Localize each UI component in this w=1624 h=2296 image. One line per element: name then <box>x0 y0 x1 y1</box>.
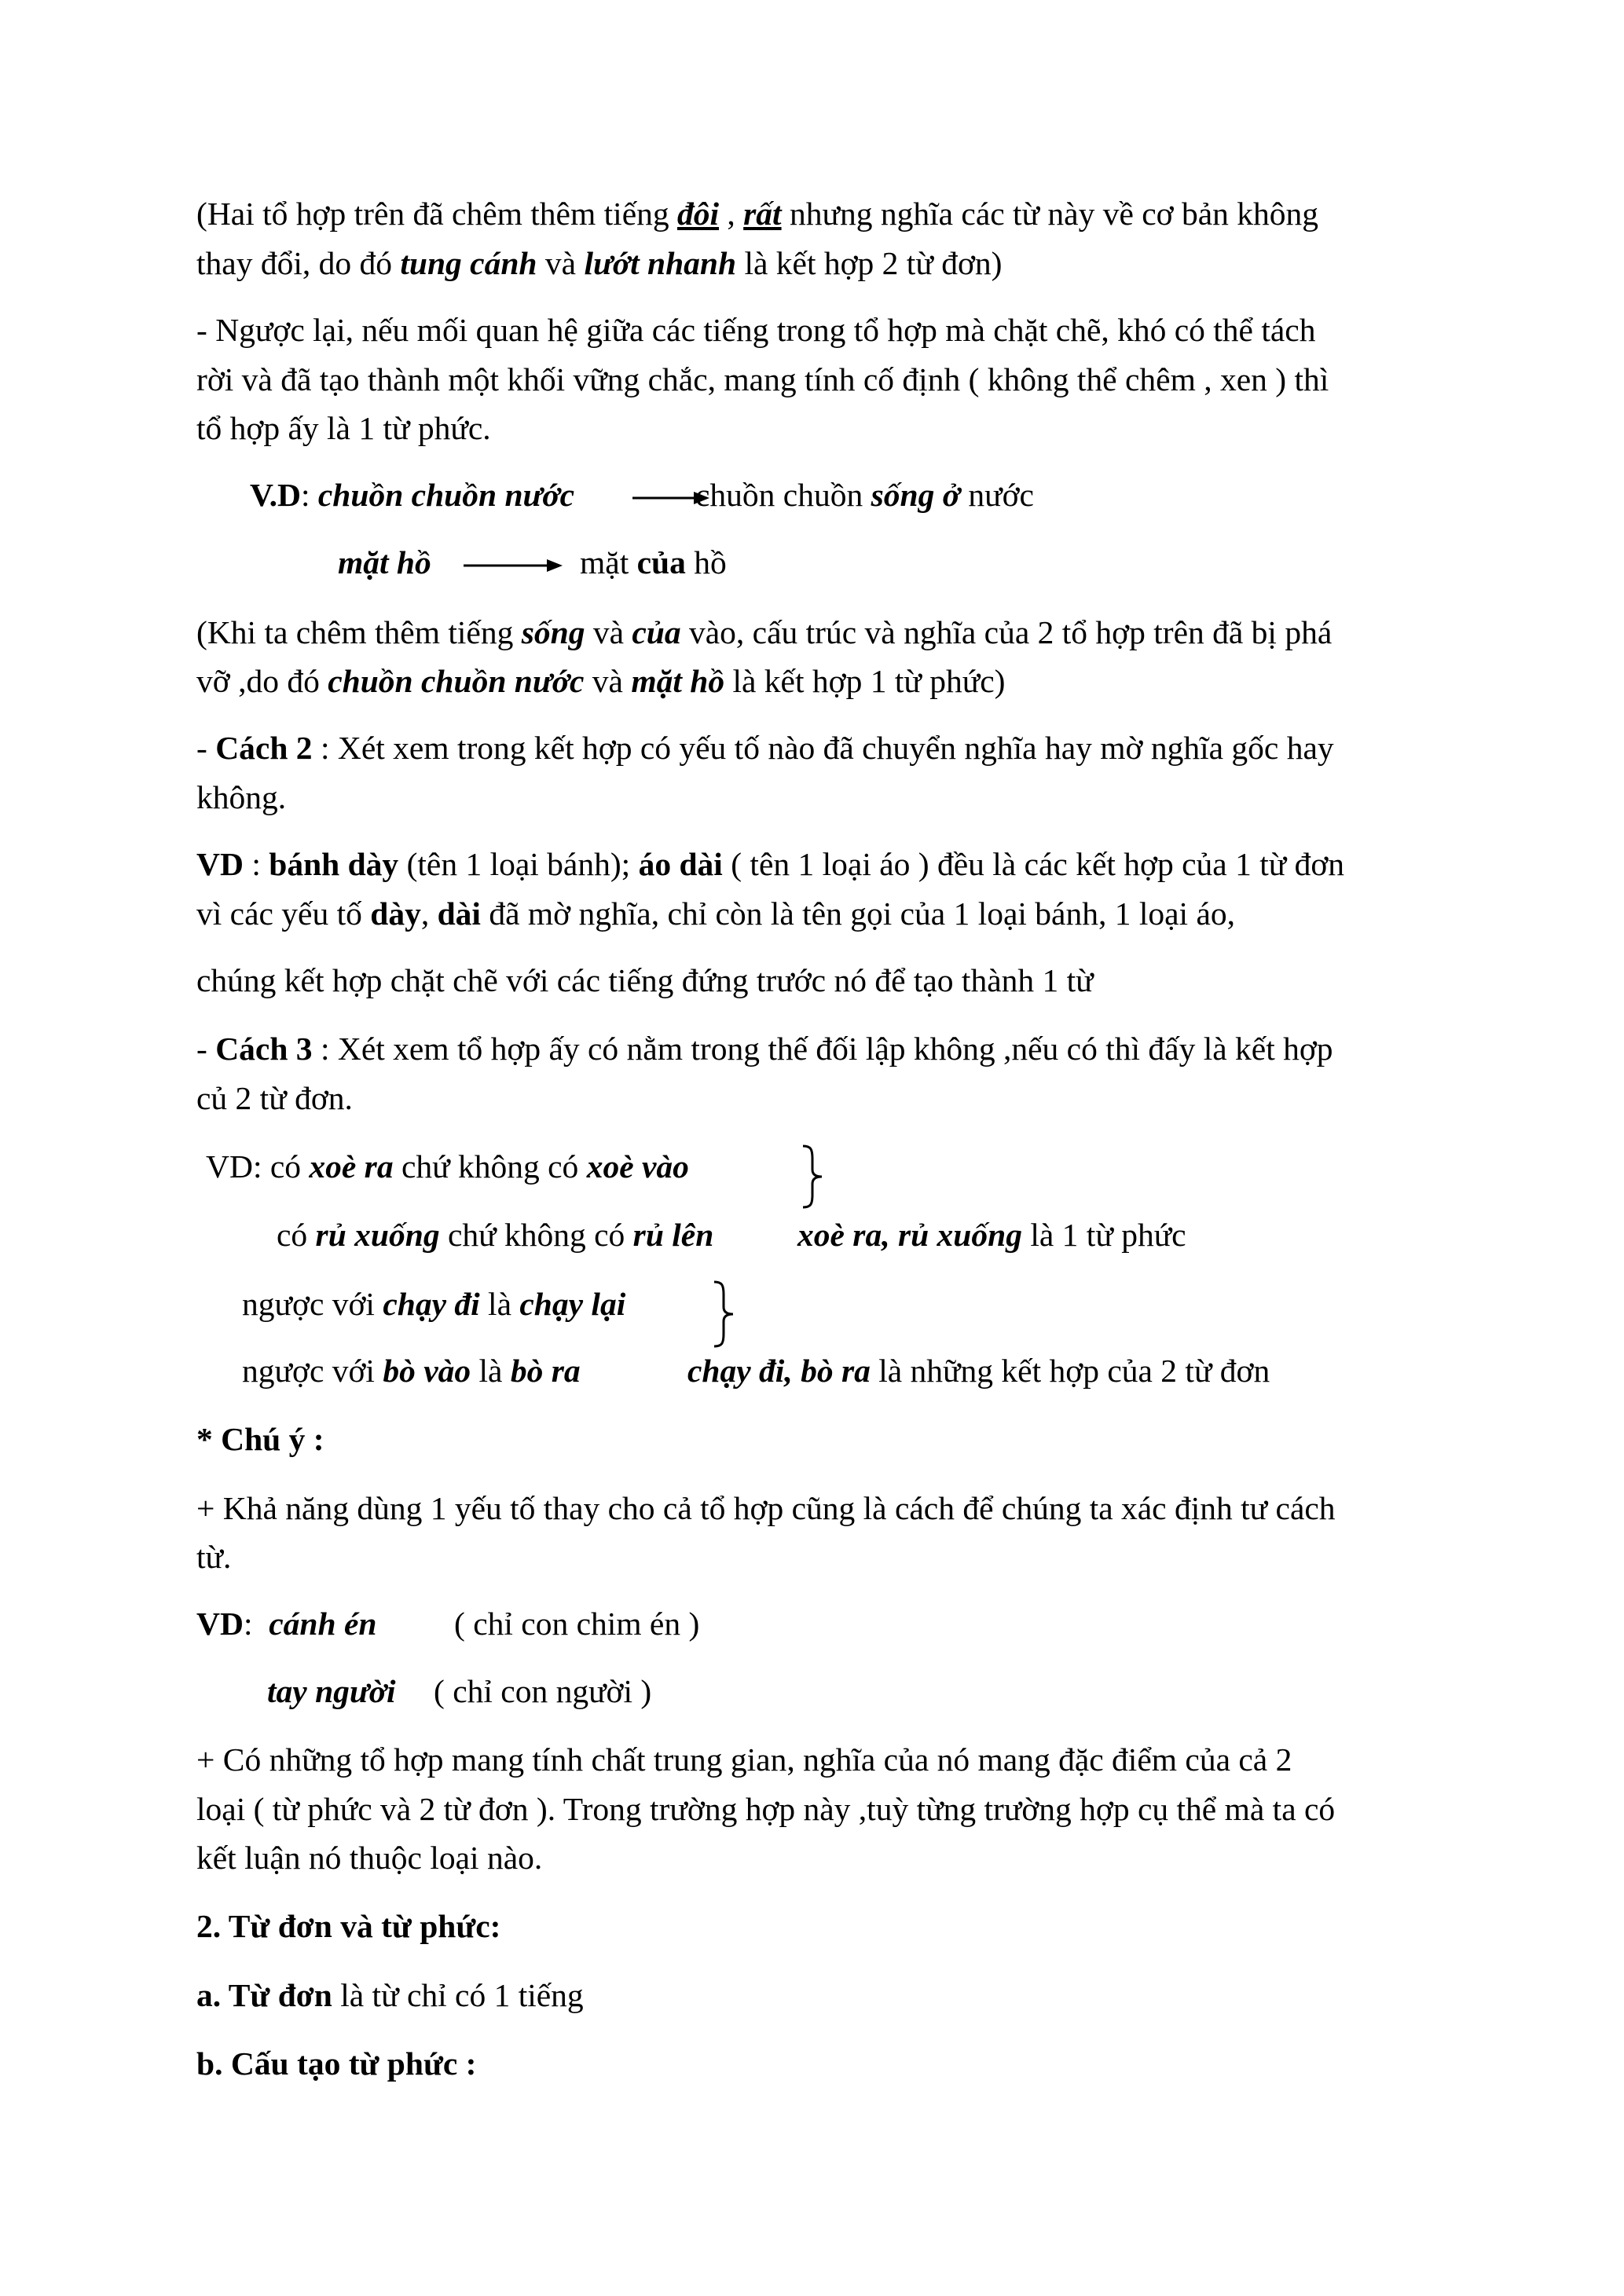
text: hồ <box>685 544 727 580</box>
paragraph-line: chúng kết hợp chặt chẽ với các tiếng đứng trước nó để tạo thành 1 từ <box>196 962 1094 998</box>
text: là những kết hợp của 2 từ đơn <box>870 1353 1270 1389</box>
text: là kết hợp 1 từ phức) <box>724 663 1006 699</box>
paragraph-line: từ. <box>196 1539 232 1575</box>
example-line <box>242 1355 581 1388</box>
text: (tên 1 loại bánh); <box>398 846 639 882</box>
text: và <box>584 663 632 699</box>
example-gloss: ( chỉ con chim én ) <box>454 1606 700 1642</box>
emphasis-word: chuồn chuồn nước <box>328 663 585 699</box>
example-term: chạy đi <box>383 1286 480 1322</box>
text: và <box>537 245 585 281</box>
paragraph-line <box>196 1979 584 2012</box>
text: ( tên 1 loại áo ) đều là các kết hợp của 1 từ đơn <box>722 846 1345 882</box>
text: đã mờ nghĩa, chỉ còn là tên gọi của 1 loại bánh, 1 loại áo, <box>480 895 1236 932</box>
emphasis-word: bánh dày <box>269 846 399 882</box>
paragraph-line: rời và đã tạo thành một khối vững chắc, mang tính cố định ( không thể chêm , xen ) thì <box>196 361 1329 397</box>
text: - <box>196 730 216 766</box>
example-term: cánh én <box>269 1606 377 1642</box>
example-line <box>250 479 574 512</box>
text: : <box>243 1606 269 1642</box>
right-brace-icon <box>800 1143 831 1210</box>
emphasis-word: của <box>632 614 681 650</box>
paragraph-line: tổ hợp ấy là 1 từ phức. <box>196 410 491 446</box>
subsection-heading: b. Cấu tạo từ phức : <box>196 2045 477 2082</box>
example-term: xoè vào <box>586 1148 689 1185</box>
text: là từ chỉ có 1 tiếng <box>332 1977 584 2013</box>
example-term: bò ra <box>510 1353 581 1389</box>
text: : Xét xem tổ hợp ấy có nằm trong thế đối lập không ,nếu có thì đấy là kết hợp <box>312 1031 1333 1067</box>
emphasis-word: dài <box>437 895 481 932</box>
text: nước <box>959 477 1034 513</box>
text: ngược với <box>242 1353 383 1389</box>
example-term: bò vào <box>383 1353 471 1389</box>
text: , <box>420 895 438 932</box>
example-label: VD <box>196 1606 244 1642</box>
emphasis-word: lướt nhanh <box>584 245 737 281</box>
text: VD: có <box>206 1148 310 1185</box>
right-brace-icon <box>711 1279 742 1349</box>
text: chứ không có <box>439 1217 633 1253</box>
emphasis-word: sống ở <box>871 477 960 513</box>
emphasis-word: mặt hồ <box>631 663 725 699</box>
example-line <box>206 1148 689 1185</box>
text: có <box>277 1217 316 1253</box>
paragraph-line <box>196 614 1333 650</box>
subsection-label: a. Từ đơn <box>196 1977 332 2013</box>
example-term: xoè ra, rủ xuống <box>797 1217 1022 1253</box>
emphasis-word: đôi <box>676 196 720 232</box>
paragraph-line: - Ngược lại, nếu mối quan hệ giữa các tiếng trong tổ hợp mà chặt chẽ, khó có thể tách <box>196 312 1316 348</box>
text: là <box>471 1353 511 1389</box>
text: là kết hợp 2 từ đơn) <box>736 245 1003 281</box>
text: vỡ ,do đó <box>196 663 328 699</box>
note-heading: * Chú ý : <box>196 1421 324 1457</box>
example-line <box>277 1219 713 1252</box>
example-label: V.D <box>250 477 301 513</box>
example-term: rủ lên <box>632 1217 714 1253</box>
method-label: Cách 2 <box>215 730 313 766</box>
text: , <box>719 196 744 232</box>
arrow-right-icon <box>464 556 566 575</box>
example-term: mặt hồ <box>338 544 431 580</box>
text: : <box>300 477 318 513</box>
text: thay đổi, do đó <box>196 245 401 281</box>
paragraph-line: kết luận nó thuộc loại nào. <box>196 1840 543 1876</box>
paragraph-line: củ 2 từ đơn. <box>196 1080 353 1116</box>
paragraph-line <box>196 198 1318 231</box>
paragraph-line: + Khả năng dùng 1 yếu tố thay cho cả tổ hợp cũng là cách để chúng ta xác định tư cách <box>196 1490 1336 1526</box>
text: (Hai tổ hợp trên đã chêm thêm tiếng <box>196 196 677 232</box>
paragraph-line <box>196 732 1334 765</box>
example-term: rủ xuống <box>315 1217 440 1253</box>
text: chứ không có <box>393 1148 587 1185</box>
text: và <box>585 614 632 650</box>
paragraph-line: + Có những tổ hợp mang tính chất trung gian, nghĩa của nó mang đặc điểm của cả 2 <box>196 1741 1292 1778</box>
emphasis-word: tung cánh <box>400 245 537 281</box>
text: là <box>479 1286 520 1322</box>
paragraph-line <box>196 848 1344 881</box>
emphasis-word: áo dài <box>638 846 723 882</box>
paragraph-line: loại ( từ phức và 2 từ đơn ). Trong trường hợp này ,tuỳ từng trường hợp cụ thể mà ta có <box>196 1791 1336 1827</box>
text: mặt <box>580 544 637 580</box>
paragraph-line <box>196 247 1002 280</box>
example-line <box>695 479 1034 512</box>
paragraph-line <box>196 1033 1333 1066</box>
text: vào, cấu trúc và nghĩa của 2 tổ hợp trên đã bị phá <box>680 614 1333 650</box>
text: : <box>243 846 269 882</box>
text: (Khi ta chêm thêm tiếng <box>196 614 522 650</box>
text: chuồn chuồn <box>695 477 871 513</box>
example-line <box>242 1288 625 1321</box>
example-label: VD <box>196 846 244 882</box>
paragraph-line <box>196 895 1236 932</box>
emphasis-word: của <box>636 544 686 580</box>
text: là 1 từ phức <box>1021 1217 1186 1253</box>
example-term: tay người <box>267 1673 396 1709</box>
method-label: Cách 3 <box>215 1031 313 1067</box>
emphasis-word: sống <box>521 614 585 650</box>
example-line <box>580 544 727 580</box>
section-heading: 2. Từ đơn và từ phức: <box>196 1908 501 1944</box>
text: vì các yếu tố <box>196 895 371 932</box>
text: ngược với <box>242 1286 383 1322</box>
example-term: chạy đi, bò ra <box>687 1353 871 1389</box>
text: : Xét xem trong kết hợp có yếu tố nào đã chuyển nghĩa hay mờ nghĩa gốc hay <box>312 730 1334 766</box>
emphasis-word: rất <box>743 196 782 232</box>
example-line <box>797 1219 1186 1252</box>
example-term: xoè ra <box>309 1148 394 1185</box>
emphasis-word: dày <box>370 895 421 932</box>
text: - <box>196 1031 216 1067</box>
example-term: chạy lại <box>519 1286 626 1322</box>
paragraph-line: không. <box>196 779 287 815</box>
example-gloss: ( chỉ con người ) <box>434 1673 652 1709</box>
example-line <box>687 1355 1270 1388</box>
paragraph-line <box>196 665 1005 698</box>
text: nhưng nghĩa các từ này về cơ bản không <box>781 196 1319 232</box>
example-term: chuồn chuồn nước <box>317 477 575 513</box>
example-line <box>196 1608 376 1641</box>
